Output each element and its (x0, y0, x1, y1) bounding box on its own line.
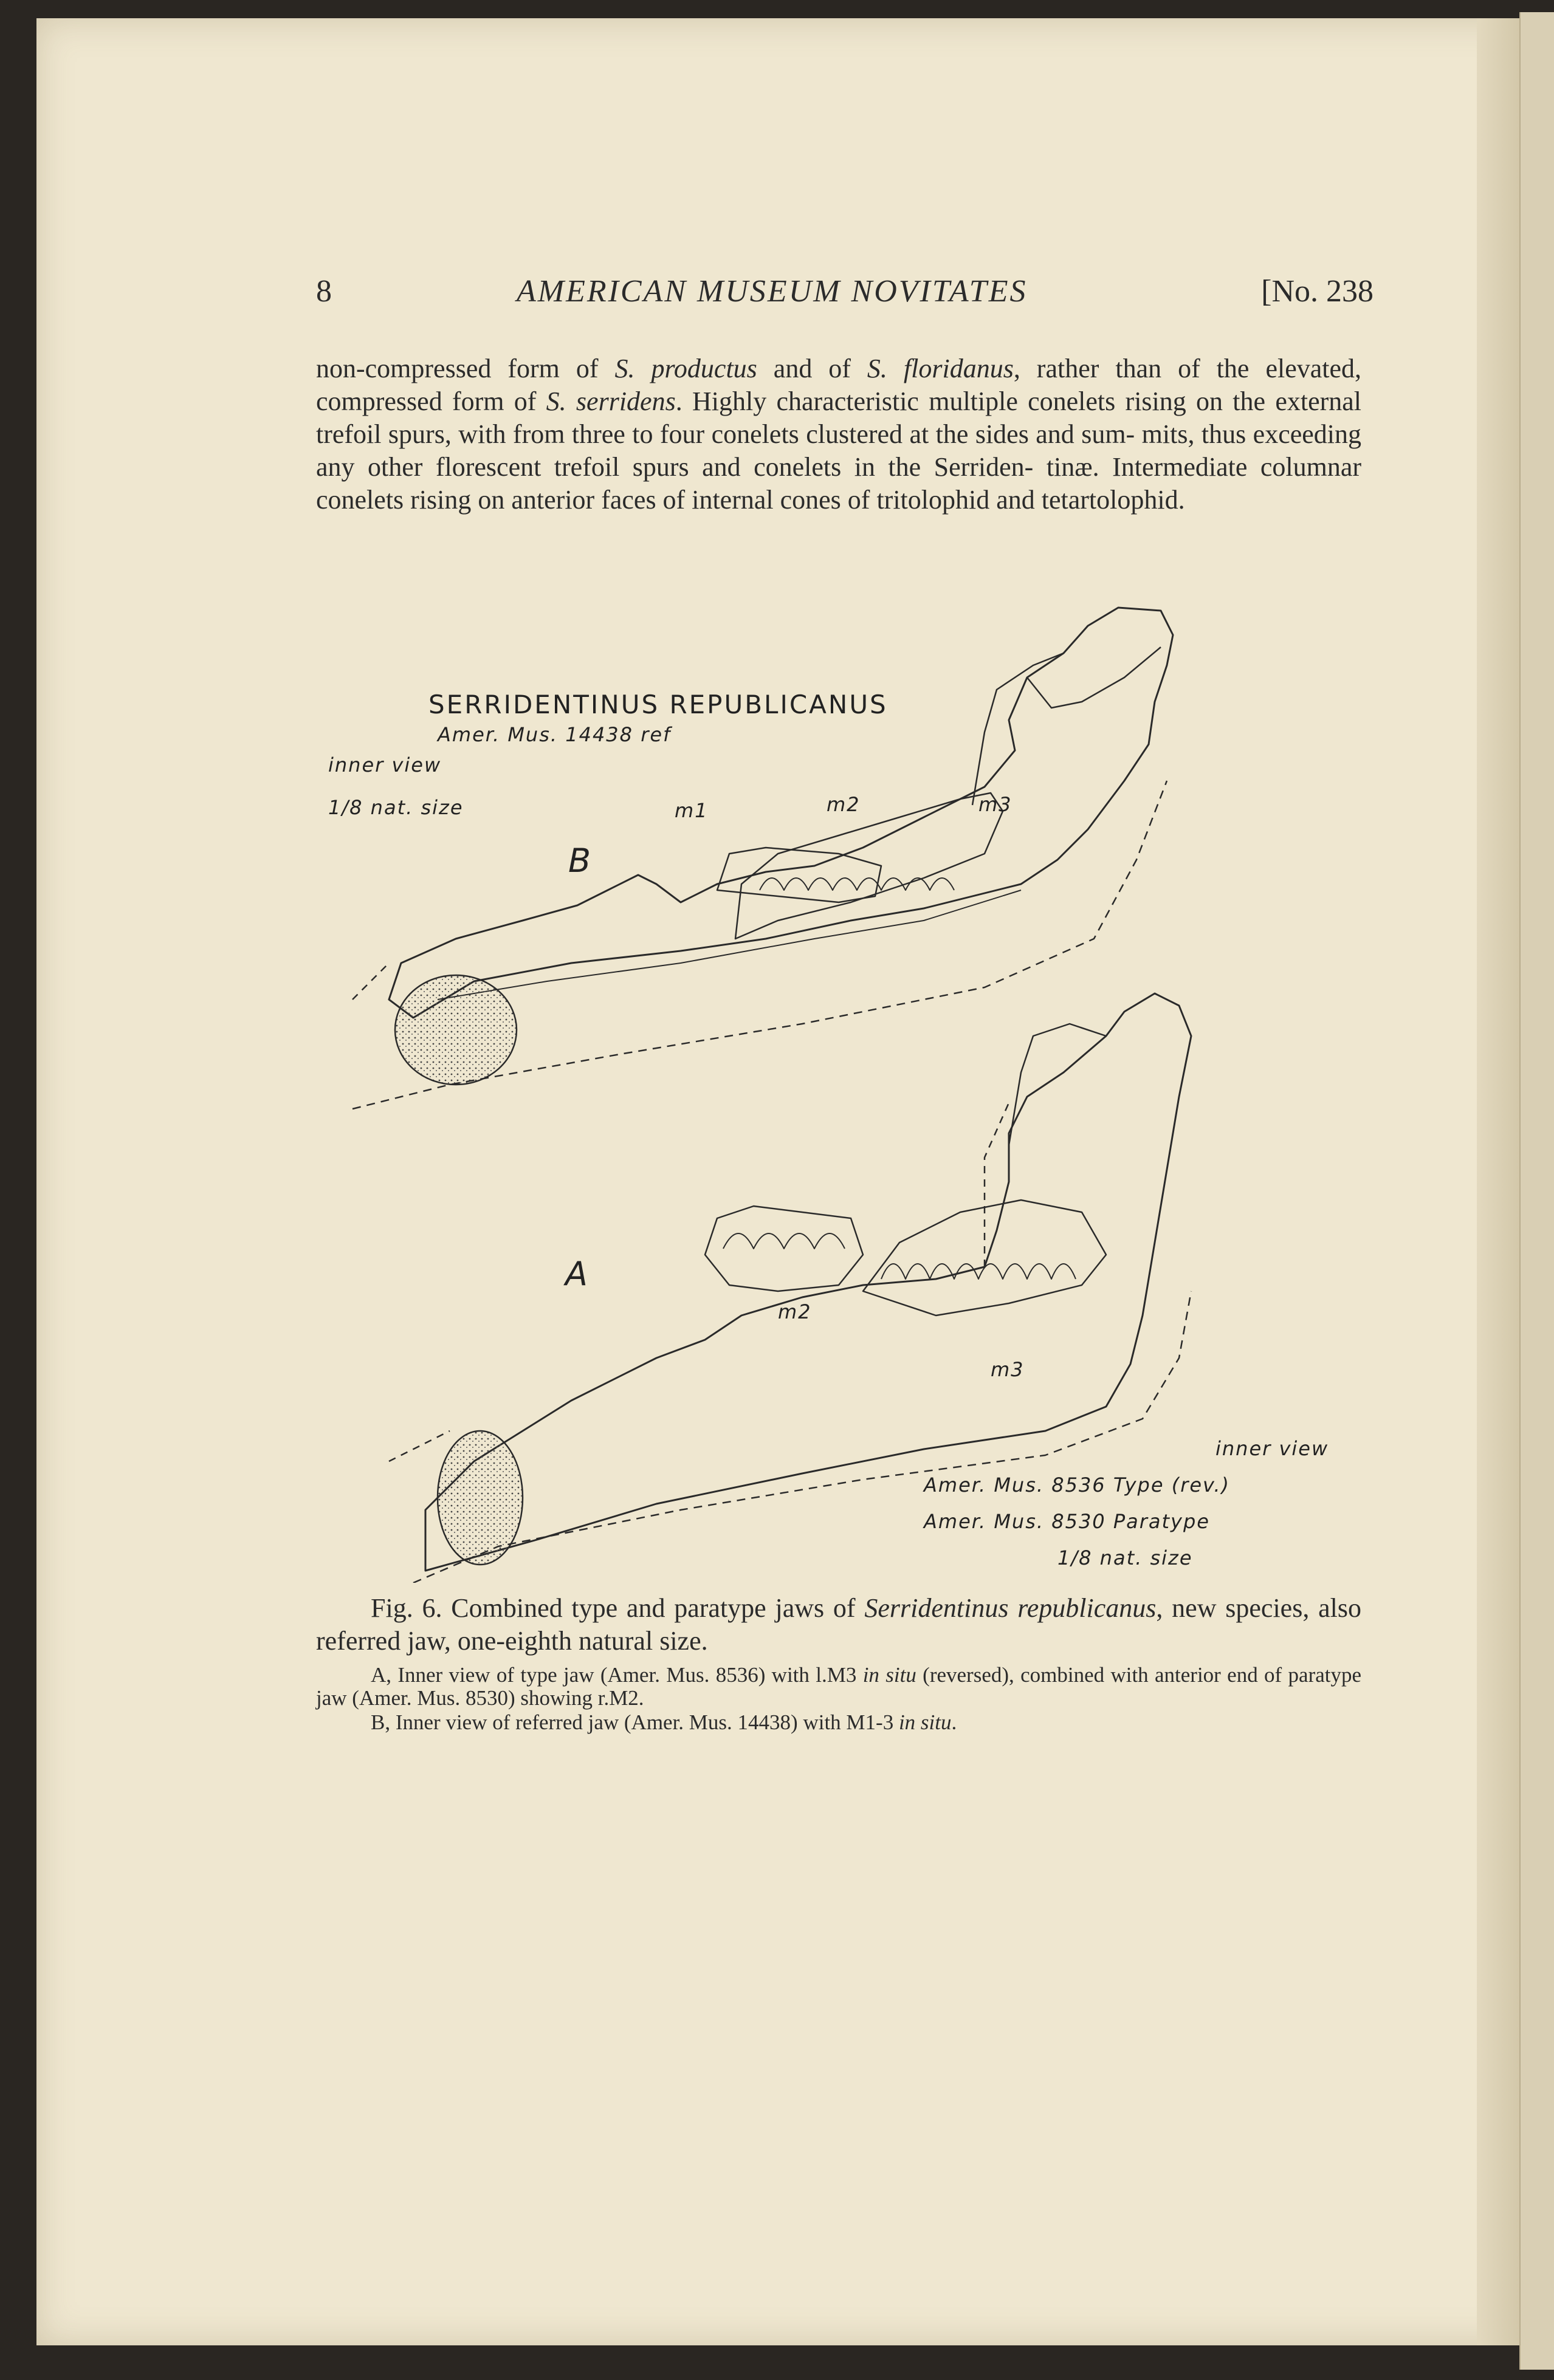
caption-text: , new species, also referred jaw, one-eighth natural size. (316, 1593, 1361, 1656)
running-head (316, 273, 1374, 316)
jaw-drawings (316, 598, 1386, 1583)
caption-text: Fig. 6. Combined type and paratype jaws of (371, 1593, 865, 1623)
caption-species: Serridentinus republicanus (864, 1593, 1157, 1623)
jaw-a-molar-cusps (881, 1264, 1076, 1279)
body-text: external trefoil spurs, with from three to four conelets clustered at the sides and sum- (316, 386, 1362, 449)
caption-italic: in situ (898, 1710, 952, 1734)
jaw-b-coronoid (1027, 647, 1161, 708)
caption-italic: in situ (862, 1663, 916, 1687)
body-text: tinæ. Intermediate columnar conelets rising on anterior faces of internal cones of (316, 452, 1362, 515)
issue-number: [No. 238 (1261, 274, 1374, 309)
m3-top-label: m3 (978, 793, 1013, 816)
adjacent-page-edge (1519, 12, 1554, 2370)
body-paragraph (316, 352, 1361, 516)
b-size-label: 1/8 nat. size (328, 796, 464, 819)
page-number: 8 (316, 274, 332, 309)
body-text: compressed form of (316, 386, 546, 416)
caption-text: B, Inner view of referred jaw (Amer. Mus. 14438) with M1-3 (371, 1710, 899, 1734)
a-letter-label: A (565, 1255, 588, 1293)
jaw-a-dashed-edge (413, 1291, 1191, 1583)
a-view-label: inner view (1215, 1437, 1329, 1460)
caption-a (316, 1664, 1361, 1710)
a-size-label: 1/8 nat. size (1057, 1546, 1193, 1569)
b-letter-label: B (568, 842, 591, 880)
body-text: non-compressed form of (316, 354, 615, 383)
species-name: S. serridens (546, 386, 676, 416)
jaw-b-ramus (972, 653, 1064, 805)
jaw-a-m2-cusps (723, 1233, 845, 1249)
a-type-label: Amer. Mus. 8536 Type (rev.) (924, 1473, 1231, 1497)
body-text: tritolophid and tetartolophid. (876, 485, 1185, 515)
jaw-a-molar-row (863, 1200, 1106, 1315)
caption-b (316, 1711, 1361, 1734)
species-name: S. floridanus (867, 354, 1014, 383)
m3-bottom-label: m3 (991, 1358, 1025, 1381)
b-view-label: inner view (328, 753, 442, 777)
caption-main (316, 1592, 1361, 1658)
jaw-b-dashed-front (352, 963, 389, 1000)
jaw-a-ramus (1009, 1024, 1106, 1145)
b-specimen-label: Amer. Mus. 14438 ref (438, 723, 672, 746)
body-text: , rather than of the elevated, (1013, 354, 1362, 383)
m1-label: m1 (675, 799, 709, 822)
caption-text: . (951, 1710, 957, 1734)
m2-top-label: m2 (827, 793, 861, 816)
jaw-a-dashed-upper (985, 1103, 1009, 1267)
jaw-b-m1 (717, 848, 881, 902)
m2-bottom-label: m2 (778, 1300, 812, 1323)
jaw-figure (316, 598, 1386, 1583)
jaw-a-dashed-front (389, 1431, 450, 1461)
b-title-label: SERRIDENTINUS REPUBLICANUS (428, 690, 888, 719)
caption-text: (reversed), combined with anterior end of paratype jaw (Amer. Mus. 8530) showing r.M2. (316, 1663, 1362, 1710)
jaw-b-molar-cusps (760, 878, 954, 890)
body-text: mits, thus exceeding any other florescent trefoil spurs and conelets in the Serriden- (316, 419, 1361, 482)
body-text: and of (757, 354, 867, 383)
figure-caption (316, 1592, 1361, 1734)
page-gutter-shadow (1477, 18, 1519, 2345)
jaw-b-symphysis (395, 975, 517, 1085)
caption-text: A, Inner view of type jaw (Amer. Mus. 8536) with l.M3 (371, 1663, 863, 1687)
journal-title: AMERICAN MUSEUM NOVITATES (517, 274, 1028, 309)
species-name: S. productus (614, 354, 757, 383)
body-text: . Highly characteristic multiple conelets rising on the (675, 386, 1266, 416)
a-paratype-label: Amer. Mus. 8530 Paratype (924, 1510, 1210, 1533)
